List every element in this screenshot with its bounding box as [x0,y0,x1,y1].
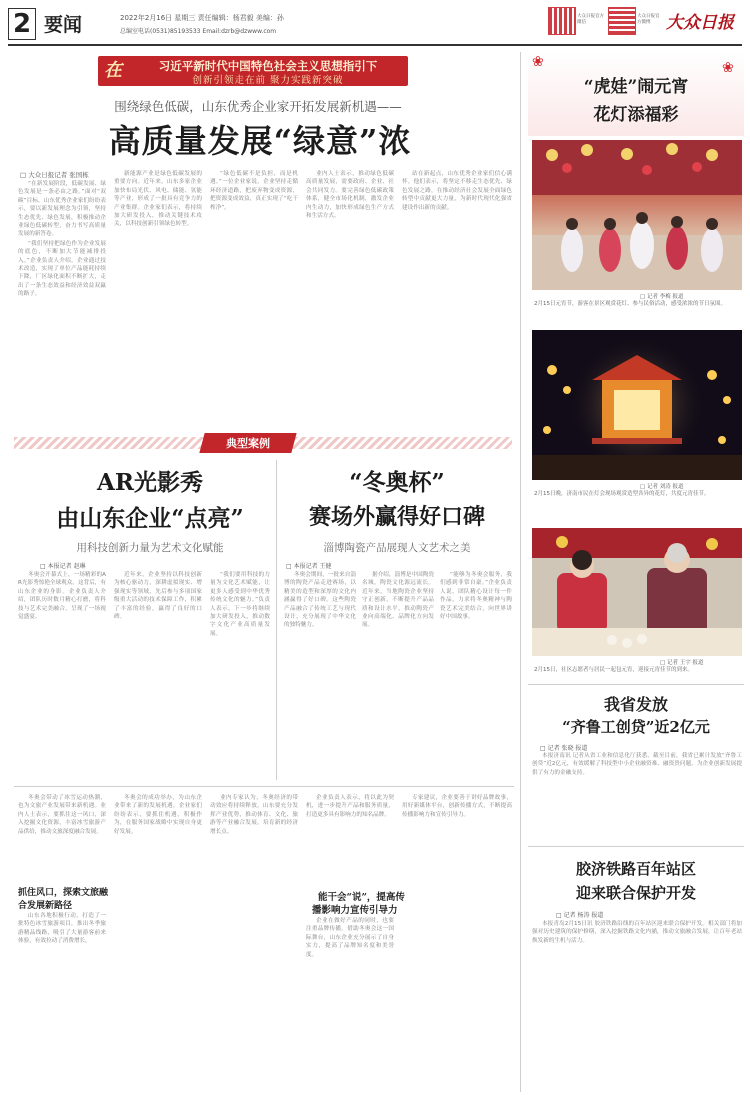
loan-body [532,752,742,840]
media-para-2: 专家建议，企业要善于讲好品牌故事，用好新媒体平台，创新传播方式，不断提高传播影响力和宣传引导力。 [402,795,512,818]
winter-col-3 [440,571,512,781]
photo1-credit: □ 记者 李梅 报道 [640,294,684,300]
lead-byline: □ 大众日报记者 张国栋 [20,171,89,179]
lantern-decor-icon-right: ❀ [722,60,734,76]
banner-line2: 创新引领走在前 聚力实践新突破 [192,75,344,86]
photo1-caption: 2月15日元宵节，游客在景区观赏花灯、参与民俗活动，感受浓浓的节日氛围。 [534,301,727,307]
theme-banner [98,56,408,86]
page-number-box [8,8,36,40]
lantern-photo-performers [532,140,742,290]
lead-para-3: 新能源产业是绿色低碳发展的重要方向。近年来，山东多家企业加快布局光伏、风电、储能、氢能等产业，形成了一批具有竞争力的产业集群。企业家们表示，将持续加大研发投入，推动关键技术攻关，以科技创新引领绿色转型。 [114,171,202,228]
lead-para-4: “绿色低碳不是负担，而是机遇。”一位企业家说，企业坚持走循环经济道路，把废弃物变成资源，把资源变成效益，真正实现了“吃干榨净”。 [210,171,298,211]
tourism-para-1: 冬奥会带动了冰雪运动热潮，也为文旅产业发展带来新机遇。业内人士表示，要抓住这一风口，深入挖掘文化资源，丰富冰雪旅游产品供给，推动文旅深度融合发展。 [18,795,106,835]
media-heading-line2: 播影响力宣传引导力 [312,905,398,916]
ar-title-line2: 由山东企业“点亮” [56,505,244,532]
winter-col-1 [284,571,356,781]
loan-para-1: 本报济南讯 记者从省工业和信息化厅获悉，截至目前，我省已累计发放“齐鲁工创贷”近2亿元，有效缓解了科技型中小企业融资难、融资贵问题，为企业创新发展提供了有力的金融支持。 [532,753,742,776]
qr-code-weibo[interactable] [608,7,636,35]
lead-para-1: “在新发展阶段，低碳发展、绿色发展是一条必由之路。”面对“双碳”目标，山东优秀企业家们纷纷表示，要以新发展理念为引领，坚持生态优先、绿色发展，积极推动企业绿色低碳转型，奋力书写高质量发展的新答卷。 [18,181,106,238]
ar-subtitle: 用科技创新力量为艺术文化赋能 [76,542,224,554]
date-line: 2022年2月16日 星期三 责任编辑：杨君毅 美编：孙 [120,14,284,22]
ar-col-1 [18,571,106,781]
lead-col-1 [18,180,106,428]
performers-image [532,140,742,290]
page-header [0,0,750,46]
tourism-para-2: 山东各地积极行动，打造了一批特色冰雪旅游项目，推出冬季旅游精品线路，吸引了大量游客前来体验，有效拉动了消费增长。 [18,913,106,945]
ar-para-3: “我们要用科技的力量为文化艺术赋能，让更多人感受到中华优秀传统文化的魅力。”负责人表示，下一步将继续加大研发投入，推动数字文化产业高质量发展。 [210,572,270,637]
right-rule-2 [528,846,744,847]
media-heading-line1: 能干会“说”，提高传 [318,892,405,903]
photo3-credit: □ 记者 王宇 报道 [660,660,704,666]
lead-col-2 [114,170,202,428]
winter-title-line2: 赛场外赢得好口碑 [308,504,485,530]
lead-col-3 [210,170,298,428]
photo2-credit: □ 记者 刘涛 报道 [640,484,684,490]
photo3-caption: 2月15日，社区志愿者与居民一起包元宵，迎接元宵佳节的到来。 [534,667,693,673]
railway-title-line1: 胶济铁路百年站区 [575,860,696,878]
loan-title-line1: 我省发放 [603,695,668,714]
tangyuan-image [532,528,742,656]
media-para-1: 企业在做好产品的同时，也要注重品牌传播。借助冬奥会这一国际舞台，山东企业充分展示了自身实力，提高了品牌知名度和美誉度。 [306,918,394,958]
header-rule [8,44,742,46]
night-lantern-image [532,330,742,480]
ar-col-2 [114,571,202,781]
winter-col-2 [362,571,434,781]
railway-title-line2: 迎来联合保护开发 [575,884,696,902]
railway-body [532,920,742,1088]
banner-seal-icon: 在 [104,60,122,81]
tourism-heading-line2: 合发展新路径 [18,901,73,911]
lead-col-4 [306,170,394,428]
qr-wechat-label: 大众日报官方微信 [577,14,604,25]
lead-para-6: 站在新起点，山东优秀企业家们信心满怀。他们表示，将坚定不移走生态优先、绿色发展之路，在推动经济社会发展全面绿色转型中贡献更大力量，为新时代现代化强省建设作出新的贡献。 [402,171,512,211]
winter-byline: □ 本报记者 王健 [286,563,332,570]
case-divider [276,460,277,780]
lantern-photo-tangyuan [532,528,742,656]
ar-title-line1: AR光影秀 [97,469,203,496]
lantern-title-line2: 花灯添福彩 [593,105,679,125]
railway-para-1: 本报青岛2月15日讯 胶济铁路沿线的百年站区迎来联合保护开发。相关部门将加强对历史建筑的保护修缮，深入挖掘铁路文化内涵，推动文旅融合发展，让百年老站焕发新的生机与活力。 [532,921,742,944]
lead-col-5 [402,170,512,428]
winter-para-1: 冬奥会期间，一批来自淄博的陶瓷产品走进赛场，以精美的造型和深厚的文化内涵赢得了好口碑。这些陶瓷产品融合了传统工艺与现代设计，充分展现了中华文化的独特魅力。 [284,572,356,629]
page-number: 2 [12,9,32,39]
ar-para-2: 近年来，企业坚持以科技创新为核心驱动力，深耕虚拟现实、增强现实等领域，先后参与多项国家级重大活动的技术保障工作，积累了丰富的经验，赢得了良好的口碑。 [114,572,202,621]
lantern-title-line1: “虎娃”闹元宵 [583,77,689,97]
lower-col-4a: 企业负责人表示，将以此为契机，进一步提升产品和服务质量，打造更多具有影响力的知名品牌。 [306,795,394,818]
ar-para-1: 冬奥会开幕式上，一场精彩的AR光影秀惊艳全球观众。这背后，有山东企业的身影。企业负责人介绍，团队历时数月精心打磨，将科技与艺术完美融合，呈现了一场视觉盛宴。 [18,572,106,621]
tourism-heading-line1: 抓住风口，探索文旅融 [18,888,109,898]
lead-para-5: 业内人士表示，推动绿色低碳高质量发展，需要政府、企业、社会共同发力。要完善绿色低碳政策体系，健全市场化机制，激发企业内生动力，加快形成绿色生产方式和生活方式。 [306,171,394,220]
masthead-logo: 大众日报 [666,13,734,33]
ar-col-3 [210,571,270,781]
case-tag-label: 典型案例 [226,437,270,450]
loan-byline: □ 记者 张晓 报道 [540,745,588,752]
winter-subtitle: 淄博陶瓷产品展现人文艺术之美 [323,542,471,554]
qr-weibo-label: 大众日报官方微博 [637,14,660,25]
ar-byline: □ 本报记者 赵琳 [40,563,86,570]
railway-byline: □ 记者 杨涛 报道 [556,912,604,919]
winter-title-line1: “冬奥杯” [349,469,445,496]
lower-col-2: 冬奥会的成功举办，为山东企业带来了新的发展机遇。企业家们纷纷表示，要抓住机遇，积极作为，在服务国家战略中实现自身更好发展。 [114,795,202,835]
loan-title-line2: “齐鲁工创贷”近2亿元 [562,718,710,736]
lead-kicker: 围绕绿色低碳，山东优秀企业家开拓发展新机遇—— [114,99,402,114]
lantern-photo-night [532,330,742,480]
lower-col-4b [306,917,394,1088]
winter-para-3: “能够为冬奥会服务，我们感到非常自豪。”企业负责人说，团队精心设计每一件作品，力求将冬奥精神与陶瓷艺术完美结合，向世界讲好中国故事。 [440,572,512,621]
lower-col-1 [18,794,106,882]
winter-para-2: 据介绍，淄博是中国陶瓷名城，陶瓷文化源远流长。近年来，当地陶瓷企业坚持守正创新，不断提升产品品质和设计水平，推动陶瓷产业向高端化、品牌化方向发展。 [362,572,434,629]
lantern-decor-icon: ❀ [532,54,544,70]
lead-title: 高质量发展“绿意”浓 [108,122,412,160]
photo2-caption: 2月15日晚，济南市民在灯会现场观赏造型各异的花灯，共度元宵佳节。 [534,491,710,497]
lower-section-rule [14,786,514,787]
lower-col-1b [18,912,106,1088]
banner-line1: 习近平新时代中国特色社会主义思想指引下 [158,59,378,73]
lower-col-5 [402,794,512,1088]
contact-line: 总编室电话(0531)85193533 Email:dzrb@dzwww.com [120,28,277,35]
right-rule-1 [528,684,744,685]
lower-col-3: 业内专家认为，冬奥经济的带动效应将持续释放。山东要充分发挥产业优势，推动体育、文化、旅游等产业融合发展，培育新的经济增长点。 [210,795,298,835]
lead-para-2: “我们坚持把绿色作为企业发展的底色，不断加大节能减排投入。”企业负责人介绍，企业通过技术改造，实现了单位产品能耗持续下降，厂区绿化面积不断扩大，走出了一条生态效益和经济效益双赢的路子。 [18,240,106,298]
section-name: 要闻 [44,14,83,36]
right-column-divider [520,52,521,1092]
qr-code-wechat[interactable] [548,7,576,35]
